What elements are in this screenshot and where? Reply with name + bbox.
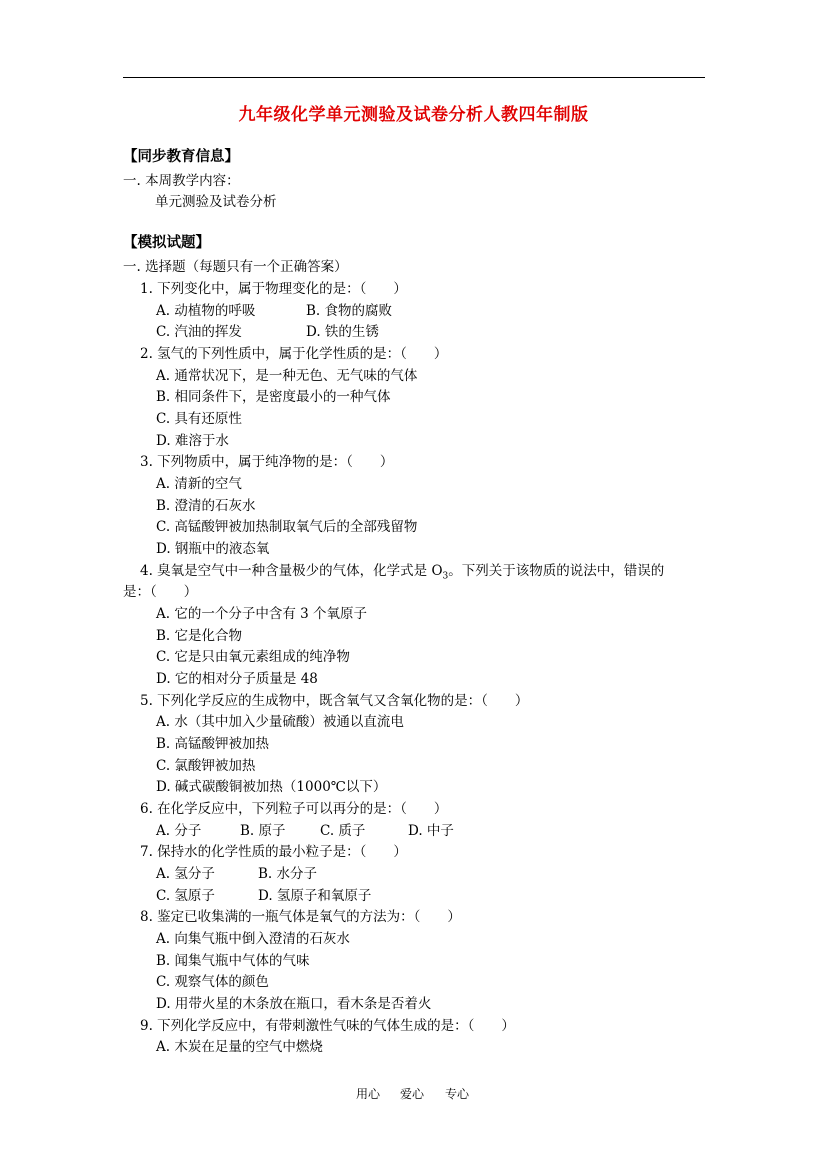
question-8-stem: 8. 鉴定已收集满的一瓶气体是氧气的方法为：（ ） (140, 909, 461, 925)
question-3-option-c: C. 高锰酸钾被加热制取氧气后的全部残留物 (156, 519, 418, 535)
question-3-option-d: D. 钢瓶中的液态氧 (156, 541, 270, 557)
document-title: 九年级化学单元测验及试卷分析人教四年制版 (238, 105, 589, 125)
question-4-option-c: C. 它是只由氧元素组成的纯净物 (156, 649, 350, 665)
question-4-stem (140, 562, 664, 586)
question-2-stem: 2. 氢气的下列性质中，属于化学性质的是：（ ） (140, 346, 448, 362)
question-7-option-b: B. 水分子 (258, 866, 318, 882)
footer-word-3: 专心 (445, 1087, 470, 1101)
part-heading-choice: 一. 选择题（每题只有一个正确答案） (123, 259, 348, 275)
question-6-option-c: C. 质子 (320, 823, 366, 839)
question-6-option-a: A. 分子 (156, 823, 202, 839)
question-4-option-d: D. 它的相对分子质量是 48 (156, 671, 318, 687)
question-2-option-c: C. 具有还原性 (156, 411, 242, 427)
question-3-option-a: A. 清新的空气 (156, 476, 242, 492)
question-3-stem: 3. 下列物质中，属于纯净物的是：（ ） (140, 454, 394, 470)
question-8-option-b: B. 闻集气瓶中气体的气味 (156, 953, 310, 969)
question-5-option-d: D. 碱式碳酸铜被加热（1000℃以下） (156, 779, 387, 795)
question-4-stem-post: 。下列关于该物质的说法中，错误的 (448, 563, 665, 579)
section-heading-mock: 【模拟试题】 (123, 234, 210, 251)
question-1-option-d: D. 铁的生锈 (306, 324, 379, 340)
footer-word-1: 用心 (356, 1087, 381, 1101)
question-7-option-c: C. 氢原子 (156, 888, 215, 904)
question-6-option-b: B. 原子 (240, 823, 286, 839)
question-2-option-a: A. 通常状况下，是一种无色、无气味的气体 (156, 368, 418, 384)
question-8-option-c: C. 观察气体的颜色 (156, 974, 269, 990)
question-1-option-c: C. 汽油的挥发 (156, 324, 242, 340)
question-5-option-c: C. 氯酸钾被加热 (156, 758, 256, 774)
question-3-option-b: B. 澄清的石灰水 (156, 498, 256, 514)
question-7-option-d: D. 氢原子和氧原子 (258, 888, 372, 904)
question-5-option-a: A. 水（其中加入少量硫酸）被通以直流电 (156, 714, 404, 730)
question-2-option-b: B. 相同条件下，是密度最小的一种气体 (156, 389, 391, 405)
section-heading-info: 【同步教育信息】 (123, 148, 239, 165)
teaching-content-text: 单元测验及试卷分析 (155, 194, 277, 210)
question-1-option-b: B. 食物的腐败 (306, 303, 393, 319)
question-4-stem-pre: 4. 臭氧是空气中一种含量极少的气体，化学式是 O (140, 563, 443, 579)
question-5-stem: 5. 下列化学反应的生成物中，既含氧气又含氧化物的是：（ ） (140, 693, 529, 709)
question-4-option-a: A. 它的一个分子中含有 3 个氧原子 (156, 606, 368, 622)
question-9-stem: 9. 下列化学反应中，有带刺激性气味的气体生成的是：（ ） (140, 1018, 515, 1034)
question-7-option-a: A. 氢分子 (156, 866, 215, 882)
teaching-content-label: 一. 本周教学内容： (123, 173, 240, 189)
question-1-stem: 1. 下列变化中，属于物理变化的是：（ ） (140, 281, 407, 297)
question-9-option-a: A. 木炭在足量的空气中燃烧 (156, 1039, 323, 1055)
question-2-option-d: D. 难溶于水 (156, 433, 229, 449)
question-4-option-b: B. 它是化合物 (156, 628, 243, 644)
footer-word-2: 爱心 (400, 1087, 425, 1101)
question-6-stem: 6. 在化学反应中，下列粒子可以再分的是：（ ） (140, 801, 448, 817)
question-1-option-a: A. 动植物的呼吸 (156, 303, 256, 319)
question-8-option-a: A. 向集气瓶中倒入澄清的石灰水 (156, 931, 350, 947)
question-8-option-d: D. 用带火星的木条放在瓶口，看木条是否着火 (156, 996, 432, 1012)
question-4-stem-subscript: 3 (442, 571, 449, 582)
question-4-stem-line2: 是：（ ） (123, 584, 198, 600)
question-5-option-b: B. 高锰酸钾被加热 (156, 736, 270, 752)
header-rule (123, 77, 705, 78)
question-7-stem: 7. 保持水的化学性质的最小粒子是：（ ） (140, 844, 407, 860)
question-6-option-d: D. 中子 (408, 823, 454, 839)
